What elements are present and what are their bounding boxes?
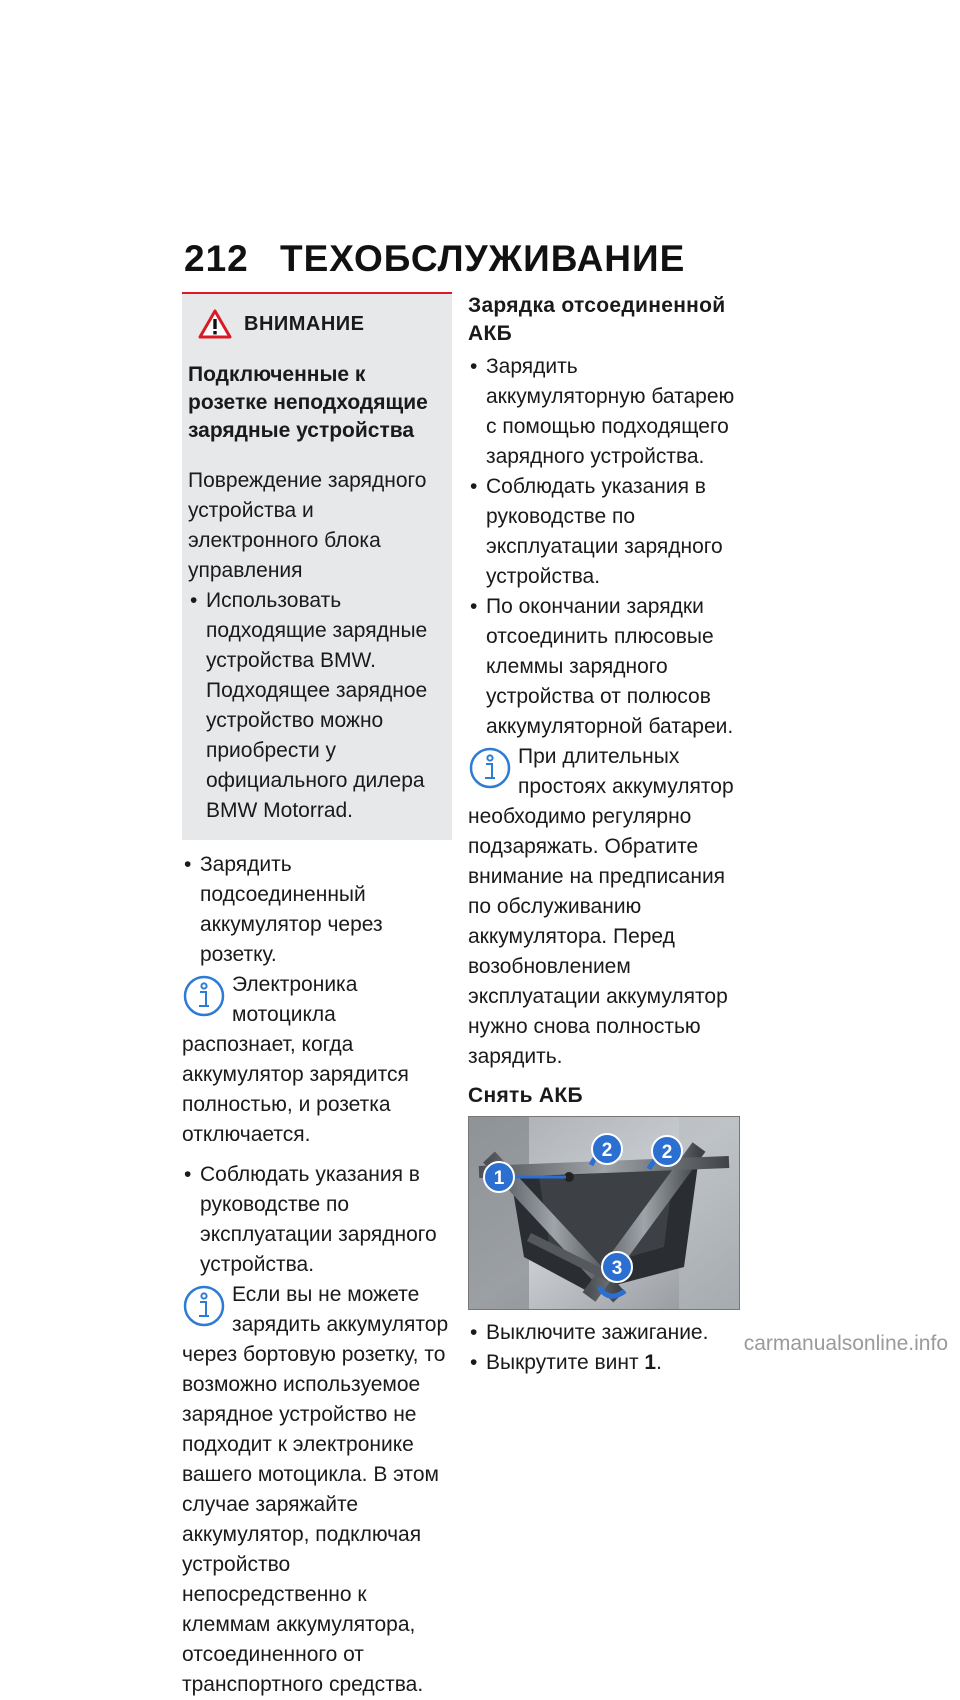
page-header: [184, 238, 685, 280]
svg-text:1: 1: [493, 1168, 505, 1189]
warning-heading: Подключенные к розетке неподходящие зарядные устройства: [188, 363, 428, 442]
warning-triangle-icon: [198, 309, 232, 339]
info-text-2: Если вы не можете зарядить аккумулятор через бортовую розетку, то возможно используемое зарядное устройство не подходит к электронике вашего мотоцикла. В этом случае заряжайте аккумулятор, подключая устройство непосредственно к клеммам аккумулятора, отсоединенного от транспортного средства.: [182, 1283, 449, 1696]
warning-title: [198, 308, 446, 340]
screw-reference: 1: [644, 1351, 657, 1374]
warning-label: ВНИМАНИЕ: [244, 313, 365, 335]
battery-illustration: [469, 1117, 739, 1309]
callout-2a: [592, 1134, 622, 1164]
left-bullet-1: • Зарядить подсоединенный аккумулятор через розетку.: [182, 850, 452, 970]
right-bullet-1: • Зарядить аккумуляторную батарею с помощью подходящего зарядного устройства.: [468, 352, 740, 472]
callout-2b: [652, 1136, 682, 1166]
info-note-2: [182, 1280, 452, 1700]
warning-box: [182, 292, 452, 840]
watermark: carmanualsonline.info: [743, 1332, 948, 1355]
right-bullet-4: • Выключите зажигание.: [468, 1318, 740, 1348]
info-note-1: [182, 970, 452, 1150]
right-bullet-2: • Соблюдать указания в руководстве по эксплуатации зарядного устройства.: [468, 472, 740, 592]
callout-3: [602, 1252, 632, 1282]
right-column: [468, 292, 740, 1378]
chapter-title: ТЕХОБСЛУЖИВАНИЕ: [280, 238, 686, 279]
info-note-3: [468, 742, 740, 1072]
warning-bullet: • Использовать подходящие зарядные устройства BMW. Подходящее зарядное устройство можно приобрести у официального дилера BMW Motorrad.: [188, 586, 446, 826]
left-column: [182, 292, 452, 1700]
svg-text:2: 2: [601, 1140, 613, 1161]
info-icon: [468, 746, 512, 790]
left-bullet-2: • Соблюдать указания в руководстве по эксплуатации зарядного устройства.: [182, 1160, 452, 1280]
right-bullet-5: [468, 1348, 740, 1378]
section-heading-charging: Зарядка отсоединенной АКБ: [468, 294, 726, 345]
battery-photo: [468, 1116, 740, 1310]
info-icon: [182, 974, 226, 1018]
info-text-3: При длительных простоях аккумулятор необходимо регулярно подзаряжать. Обратите внимание на предписания по обслуживанию аккумулятора. Перед возобновлением эксплуатации аккумулятор нужно снова полностью зарядить.: [468, 745, 734, 1068]
warning-text: Повреждение зарядного устройства и электронного блока управления: [188, 469, 427, 582]
callout-1: [484, 1162, 514, 1192]
info-text-1: Электроника мотоцикла распознает, когда аккумулятор зарядится полностью, и розетка отключается.: [182, 973, 409, 1146]
bullet-5-text: Выкрутите винт: [486, 1351, 645, 1374]
svg-text:2: 2: [661, 1142, 673, 1163]
page-number: 212: [184, 238, 249, 279]
info-icon: [182, 1284, 226, 1328]
section-heading-remove: Снять АКБ: [468, 1084, 583, 1107]
bullet-5-end: .: [656, 1351, 662, 1374]
right-bullet-3: • По окончании зарядки отсоединить плюсовые клеммы зарядного устройства от полюсов аккумуляторной батареи.: [468, 592, 740, 742]
svg-text:3: 3: [611, 1258, 623, 1279]
